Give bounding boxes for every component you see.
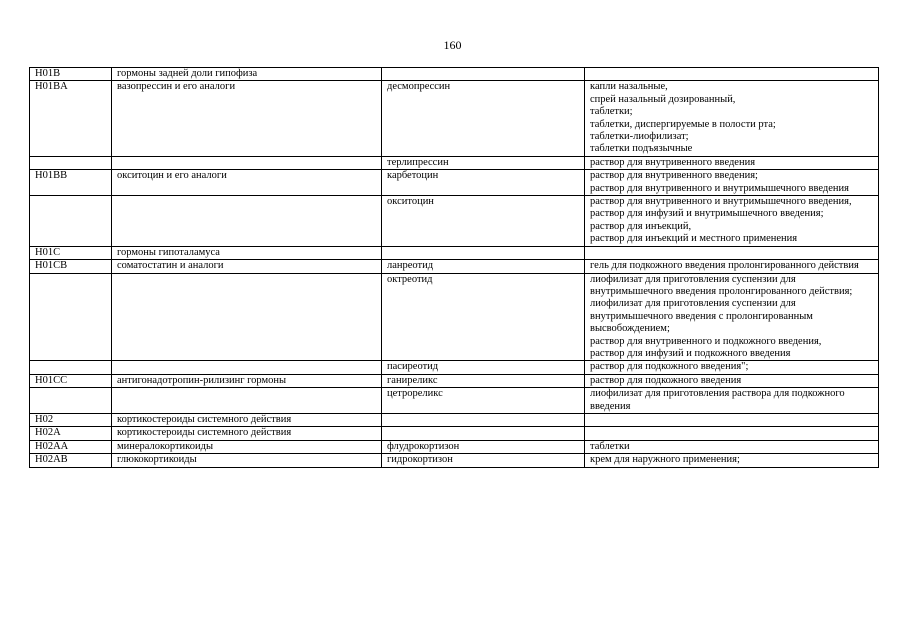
drug-name-cell: гидрокортизон (382, 454, 585, 467)
drug-name-cell: пасиреотид (382, 361, 585, 374)
group-cell (112, 273, 382, 361)
group-cell: кортикостероиды системного действия (112, 427, 382, 440)
table-row (30, 388, 879, 414)
dosage-form-cell (585, 68, 879, 81)
drug-name-cell: окситоцин (382, 196, 585, 247)
group-cell: минералокортикоиды (112, 440, 382, 453)
dosage-form-cell (585, 413, 879, 426)
group-cell: вазопрессин и его аналоги (112, 81, 382, 156)
atc-code-cell (30, 273, 112, 361)
atc-code-cell: H01BA (30, 81, 112, 156)
group-cell: кортикостероиды системного действия (112, 413, 382, 426)
group-cell (112, 361, 382, 374)
table-row (30, 196, 879, 247)
drug-name-cell (382, 68, 585, 81)
group-cell: гормоны задней доли гипофиза (112, 68, 382, 81)
drug-classification-table (29, 67, 879, 468)
drug-name-cell: цетрореликс (382, 388, 585, 414)
dosage-form-cell: крем для наружного применения; (585, 454, 879, 467)
atc-code-cell: H01CC (30, 374, 112, 387)
table-row (30, 260, 879, 273)
dosage-form-cell: лиофилизат для приготовления раствора для подкожного введения (585, 388, 879, 414)
group-cell: гормоны гипоталамуса (112, 246, 382, 259)
dosage-form-cell (585, 246, 879, 259)
table-row (30, 273, 879, 361)
atc-code-cell: H01B (30, 68, 112, 81)
group-cell (112, 388, 382, 414)
dosage-form-cell: раствор для внутривенного введения; раствор для внутривенного и внутримышечного введения (585, 170, 879, 196)
table-row (30, 413, 879, 426)
group-cell: окситоцин и его аналоги (112, 170, 382, 196)
table-row (30, 440, 879, 453)
dosage-form-cell: гель для подкожного введения пролонгированного действия (585, 260, 879, 273)
drug-name-cell (382, 427, 585, 440)
atc-code-cell: H02AB (30, 454, 112, 467)
atc-code-cell: H02AA (30, 440, 112, 453)
group-cell: глюкокортикоиды (112, 454, 382, 467)
table-row (30, 427, 879, 440)
dosage-form-cell: раствор для внутривенного и внутримышечного введения, раствор для инфузий и внутримышечного введения; раствор для инъекций, раствор для инъекций и местного применения (585, 196, 879, 247)
drug-name-cell (382, 246, 585, 259)
table-row (30, 454, 879, 467)
group-cell: соматостатин и аналоги (112, 260, 382, 273)
table-row (30, 361, 879, 374)
table-row (30, 374, 879, 387)
drug-name-cell: карбетоцин (382, 170, 585, 196)
drug-name-cell: десмопрессин (382, 81, 585, 156)
drug-name-cell: ганиреликс (382, 374, 585, 387)
atc-code-cell: H01C (30, 246, 112, 259)
drug-name-cell: флудрокортизон (382, 440, 585, 453)
table-row (30, 156, 879, 169)
drug-name-cell: октреотид (382, 273, 585, 361)
table-row (30, 170, 879, 196)
dosage-form-cell: раствор для подкожного введения"; (585, 361, 879, 374)
group-cell (112, 156, 382, 169)
dosage-form-cell: раствор для внутривенного введения (585, 156, 879, 169)
atc-code-cell (30, 388, 112, 414)
group-cell: антигонадотропин-рилизинг гормоны (112, 374, 382, 387)
table-row (30, 68, 879, 81)
drug-name-cell: терлипрессин (382, 156, 585, 169)
atc-code-cell: H02 (30, 413, 112, 426)
dosage-form-cell (585, 427, 879, 440)
atc-code-cell: H01BB (30, 170, 112, 196)
dosage-form-cell: лиофилизат для приготовления суспензии для внутримышечного введения пролонгированного действия; лиофилизат для приготовления суспензии для внутримышечного введения с пролонгированным высвобождением; раствор для внутривенного и подкожного введения, раствор для инфузий и подкожного введения (585, 273, 879, 361)
drug-name-cell: ланреотид (382, 260, 585, 273)
atc-code-cell (30, 361, 112, 374)
drug-name-cell (382, 413, 585, 426)
group-cell (112, 196, 382, 247)
atc-code-cell (30, 156, 112, 169)
dosage-form-cell: капли назальные, спрей назальный дозированный, таблетки; таблетки, диспергируемые в полости рта; таблетки-лиофилизат; таблетки подъязычные (585, 81, 879, 156)
atc-code-cell: H01CB (30, 260, 112, 273)
dosage-form-cell: раствор для подкожного введения (585, 374, 879, 387)
page-number: 160 (443, 38, 462, 52)
atc-code-cell (30, 196, 112, 247)
dosage-form-cell: таблетки (585, 440, 879, 453)
atc-code-cell: H02A (30, 427, 112, 440)
table-row (30, 81, 879, 156)
table-row (30, 246, 879, 259)
